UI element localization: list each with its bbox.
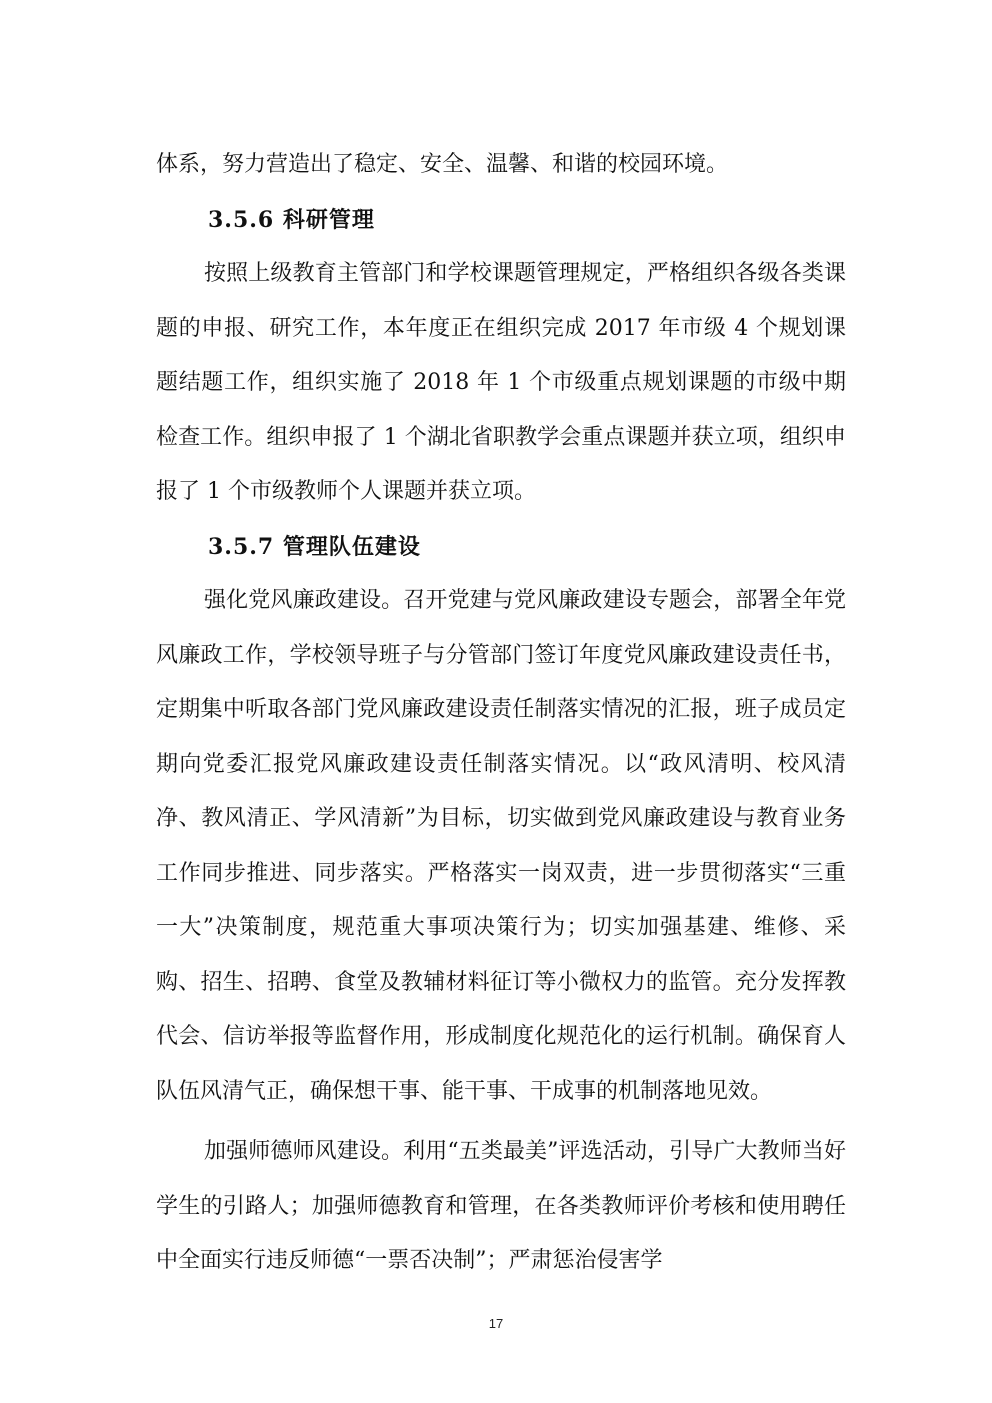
section-heading-management-team: 3.5.7 管理队伍建设 xyxy=(208,533,421,560)
section-heading-research-management: 3.5.6 科研管理 xyxy=(208,206,375,233)
document-body xyxy=(156,138,846,1289)
paragraph-continuation: 体系，努力营造出了稳定、安全、温馨、和谐的校园环境。 xyxy=(156,152,729,177)
paragraph-research-management: 按照上级教育主管部门和学校课题管理规定，严格组织各级各类课题的申报、研究工作，本年度正在组织完成 2017 年市级 4 个规划课题结题工作，组织实施了 2018 年 1 个市级重点规划课题的市级中期检查工作。组织申报了 1 个湖北省职教学会重点课题并获立项，组织申报了 1 个市级教师个人课题并获立项。 xyxy=(156,261,846,504)
paragraph-teacher-ethics: 加强师德师风建设。利用“五类最美”评选活动，引导广大教师当好学生的引路人；加强师德教育和管理，在各类教师评价考核和使用聘任中全面实行违反师德“一票否决制”；严肃惩治侵害学 xyxy=(156,1139,846,1273)
page-number: 17 xyxy=(488,1316,504,1331)
paragraph-party-integrity: 强化党风廉政建设。召开党建与党风廉政建设专题会，部署全年党风廉政工作，学校领导班子与分管部门签订年度党风廉政建设责任书，定期集中听取各部门党风廉政建设责任制落实情况的汇报，班子成员定期向党委汇报党风廉政建设责任制落实情况。以“政风清明、校风清净、教风清正、学风清新”为目标，切实做到党风廉政建设与教育业务工作同步推进、同步落实。严格落实一岗双责，进一步贯彻落实“三重一大”决策制度，规范重大事项决策行为；切实加强基建、维修、采购、招生、招聘、食堂及教辅材料征订等小微权力的监管。充分发挥教代会、信访举报等监督作用，形成制度化规范化的运行机制。确保育人队伍风清气正，确保想干事、能干事、干成事的机制落地见效。 xyxy=(156,588,846,1104)
